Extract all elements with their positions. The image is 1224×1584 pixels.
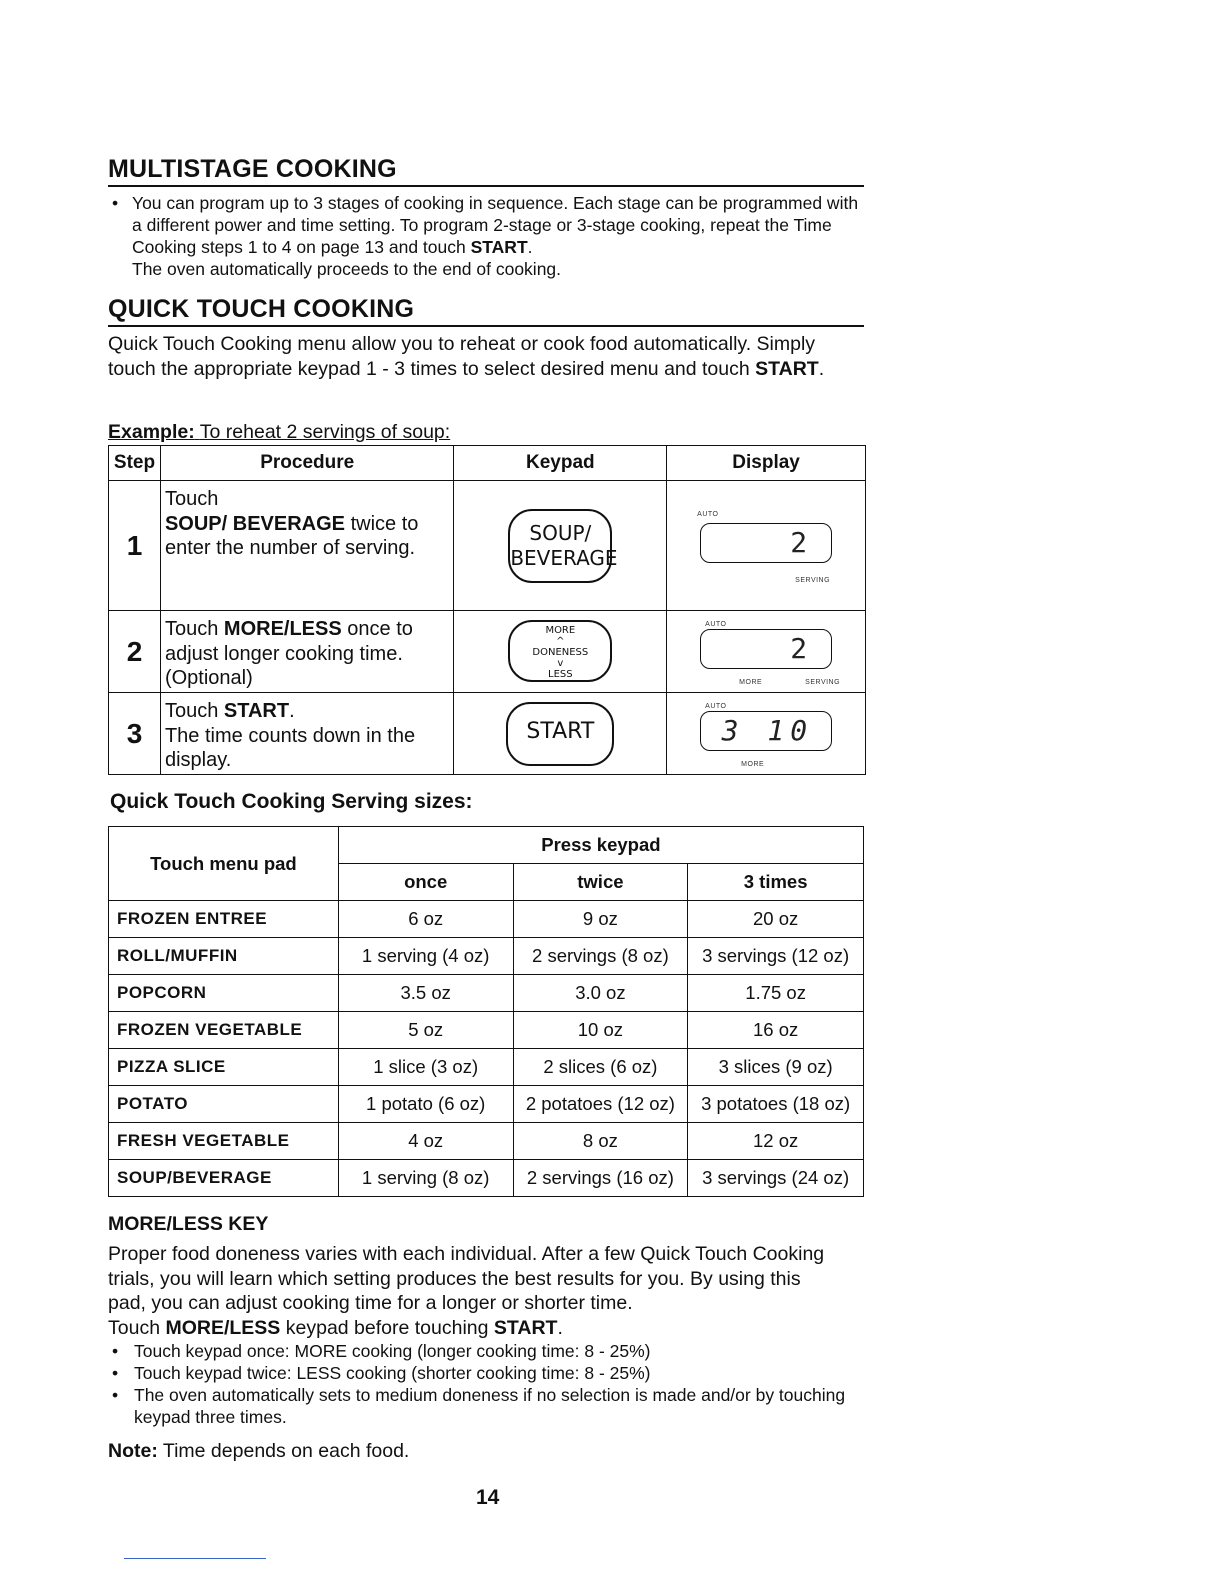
- cell-3-times: 20 oz: [688, 901, 864, 938]
- header-keypad: Keypad: [454, 446, 667, 481]
- proc-text: (Optional): [164, 667, 253, 689]
- cell-once: 4 oz: [338, 1123, 513, 1160]
- proc-text: once to: [347, 618, 413, 640]
- more-less-paragraph: [108, 1242, 828, 1340]
- header-3-times: 3 times: [688, 864, 864, 901]
- lcd-display: [700, 629, 832, 669]
- proc-text: The time counts down in the: [164, 724, 416, 747]
- cell-once: 1 slice (3 oz): [338, 1049, 513, 1086]
- cell-twice: 8 oz: [513, 1123, 688, 1160]
- bullet-text: The oven automatically sets to medium doneness if no selection is made and/or by touching keypad three times.: [134, 1385, 846, 1427]
- bullet-dot: •: [112, 193, 119, 213]
- period: .: [527, 237, 533, 257]
- note-label: Note:: [108, 1440, 158, 1462]
- note-line: [108, 1440, 409, 1463]
- intro-text: Quick Touch Cooking menu allow you to reheat or cook food automatically. Simply touch the appropriate keypad 1 - 3 times to select desired menu and touch: [108, 333, 816, 380]
- table-row: [109, 1086, 864, 1123]
- period: .: [818, 357, 825, 380]
- serving-sizes-table: [108, 826, 864, 1197]
- table-row: [109, 1012, 864, 1049]
- bullet-text: Touch keypad twice: LESS cooking (shorter cooking time: 8 - 25%): [134, 1363, 651, 1383]
- quick-touch-title: QUICK TOUCH COOKING: [108, 294, 864, 327]
- lcd-value: 2: [790, 631, 814, 665]
- key-label: BEVERAGE: [510, 545, 618, 570]
- chevron-down-icon: v: [557, 658, 564, 669]
- display-cell: [667, 693, 866, 775]
- step-number: 2: [109, 611, 161, 693]
- note-text: Time depends on each food.: [162, 1440, 410, 1462]
- display-cell: [667, 611, 866, 693]
- more-less-text: Proper food doneness varies with each individual. After a few Quick Touch Cooking trials, you will learn which setting produces the best results for you. By using this pad, you can adjust cooking time for a longer or shorter time.: [108, 1243, 825, 1314]
- menu-pad-name: FRESH VEGETABLE: [109, 1123, 339, 1160]
- header-display: Display: [667, 446, 866, 481]
- display-more-indicator: MORE: [741, 761, 765, 768]
- step-row-2: [109, 611, 866, 693]
- period: .: [557, 1316, 563, 1339]
- cell-once: 6 oz: [338, 901, 513, 938]
- steps-table: [108, 445, 866, 775]
- cell-twice: 9 oz: [513, 901, 688, 938]
- cell-once: 3.5 oz: [338, 975, 513, 1012]
- multistage-line2: The oven automatically proceeds to the end of cooking.: [132, 259, 562, 279]
- menu-pad-name: POPCORN: [109, 975, 339, 1012]
- display-serving-indicator: SERVING: [795, 577, 831, 584]
- table-row: [109, 938, 864, 975]
- list-item: [112, 1362, 872, 1384]
- lcd-display: [700, 523, 832, 563]
- serving-sizes-title: Quick Touch Cooking Serving sizes:: [110, 790, 473, 813]
- cell-3-times: 3 servings (24 oz): [688, 1160, 864, 1197]
- chevron-up-icon: ^: [556, 636, 565, 647]
- table-row: [109, 1160, 864, 1197]
- menu-pad-name: FROZEN VEGETABLE: [109, 1012, 339, 1049]
- display-auto-indicator: AUTO: [705, 621, 727, 628]
- start-bold: START: [755, 357, 819, 380]
- proc-text: twice to: [350, 512, 419, 535]
- more-less-text: Touch: [108, 1316, 161, 1339]
- step-procedure: [160, 693, 454, 775]
- cell-3-times: 3 servings (12 oz): [688, 938, 864, 975]
- proc-text: adjust longer cooking time.: [164, 642, 403, 665]
- proc-bold: START: [223, 700, 290, 722]
- header-procedure: Procedure: [160, 446, 454, 481]
- proc-bold: SOUP/ BEVERAGE: [164, 512, 346, 535]
- menu-pad-name: ROLL/MUFFIN: [109, 938, 339, 975]
- start-bold: START: [470, 237, 528, 257]
- display-serving-indicator: SERVING: [805, 679, 841, 686]
- header-step: Step: [109, 446, 161, 481]
- proc-bold: MORE/LESS: [223, 618, 342, 640]
- menu-pad-name: PIZZA SLICE: [109, 1049, 339, 1086]
- proc-text: enter the number of serving.: [164, 537, 416, 559]
- multistage-bullet-text: You can program up to 3 stages of cooking in sequence. Each stage can be programmed with a different power and time setting. To program 2-stage or 3-stage cooking, repeat the Time Cooking steps 1 to 4 on page 13 and touch: [132, 193, 859, 257]
- example-line: [108, 421, 450, 444]
- cell-twice: 2 servings (8 oz): [513, 938, 688, 975]
- more-less-bullets: [112, 1340, 872, 1428]
- key-label: START: [526, 718, 595, 744]
- cell-3-times: 1.75 oz: [688, 975, 864, 1012]
- bullet-dot: •: [112, 1341, 119, 1361]
- step-number: 3: [109, 693, 161, 775]
- cell-3-times: 16 oz: [688, 1012, 864, 1049]
- key-label: SOUP/: [529, 520, 592, 545]
- more-less-text: keypad before touching: [285, 1316, 489, 1339]
- cell-3-times: 3 potatoes (18 oz): [688, 1086, 864, 1123]
- table-row: [109, 975, 864, 1012]
- key-less-label: LESS: [548, 669, 573, 680]
- cell-twice: 2 potatoes (12 oz): [513, 1086, 688, 1123]
- step-row-3: [109, 693, 866, 775]
- cell-twice: 2 servings (16 oz): [513, 1160, 688, 1197]
- serving-header-row: [109, 827, 864, 864]
- list-item: [112, 1340, 872, 1362]
- display-auto-indicator: AUTO: [705, 703, 727, 710]
- cell-once: 5 oz: [338, 1012, 513, 1049]
- step-row-1: [109, 481, 866, 611]
- cell-twice: 2 slices (6 oz): [513, 1049, 688, 1086]
- table-row: [109, 1123, 864, 1160]
- cell-once: 1 serving (4 oz): [338, 938, 513, 975]
- soup-beverage-key[interactable]: [508, 509, 618, 583]
- step-procedure: [160, 611, 454, 693]
- display-more-indicator: MORE: [739, 679, 763, 686]
- key-doneness-label: DONENESS: [532, 647, 589, 658]
- start-key[interactable]: [506, 702, 614, 766]
- header-touch-menu-pad: Touch menu pad: [109, 827, 339, 901]
- start-bold: START: [493, 1316, 558, 1339]
- display-cell: [667, 481, 866, 611]
- proc-text: Touch: [164, 488, 219, 510]
- display-auto-indicator: AUTO: [697, 511, 719, 518]
- bottom-rule: [124, 1558, 266, 1559]
- keypad-cell: [454, 611, 667, 693]
- menu-pad-name: POTATO: [109, 1086, 339, 1123]
- header-once: once: [338, 864, 513, 901]
- proc-text: .: [289, 700, 295, 722]
- cell-once: 1 potato (6 oz): [338, 1086, 513, 1123]
- page-number: 14: [476, 1486, 500, 1509]
- lcd-display: [700, 711, 832, 751]
- more-less-bold: MORE/LESS: [165, 1316, 281, 1339]
- lcd-value: 3 10: [721, 713, 814, 747]
- example-text: To reheat 2 servings of soup:: [199, 421, 451, 443]
- lcd-value: 2: [790, 525, 814, 559]
- proc-text: display.: [164, 749, 232, 771]
- quick-touch-intro: [108, 332, 868, 381]
- step-procedure: [160, 481, 454, 611]
- cell-once: 1 serving (8 oz): [338, 1160, 513, 1197]
- list-item: [112, 1384, 874, 1428]
- cell-twice: 3.0 oz: [513, 975, 688, 1012]
- keypad-cell: [454, 481, 667, 611]
- table-row: [109, 901, 864, 938]
- header-press-keypad: Press keypad: [338, 827, 863, 864]
- header-twice: twice: [513, 864, 688, 901]
- bullet-text: Touch keypad once: MORE cooking (longer cooking time: 8 - 25%): [134, 1341, 651, 1361]
- bullet-dot: •: [112, 1385, 119, 1405]
- table-row: [109, 1049, 864, 1086]
- steps-header-row: [109, 446, 866, 481]
- menu-pad-name: SOUP/BEVERAGE: [109, 1160, 339, 1197]
- example-label: Example:: [108, 421, 195, 443]
- cell-3-times: 3 slices (9 oz): [688, 1049, 864, 1086]
- bullet-dot: •: [112, 1363, 119, 1383]
- proc-text: Touch: [164, 618, 219, 640]
- menu-pad-name: FROZEN ENTREE: [109, 901, 339, 938]
- key-more-label: MORE: [545, 625, 576, 636]
- cell-3-times: 12 oz: [688, 1123, 864, 1160]
- multistage-title: MULTISTAGE COOKING: [108, 154, 864, 187]
- keypad-cell: [454, 693, 667, 775]
- multistage-bullet: [112, 192, 872, 280]
- more-less-title: MORE/LESS KEY: [108, 1213, 269, 1235]
- more-less-key[interactable]: [508, 620, 612, 682]
- cell-twice: 10 oz: [513, 1012, 688, 1049]
- step-number: 1: [109, 481, 161, 611]
- proc-text: Touch: [164, 700, 219, 722]
